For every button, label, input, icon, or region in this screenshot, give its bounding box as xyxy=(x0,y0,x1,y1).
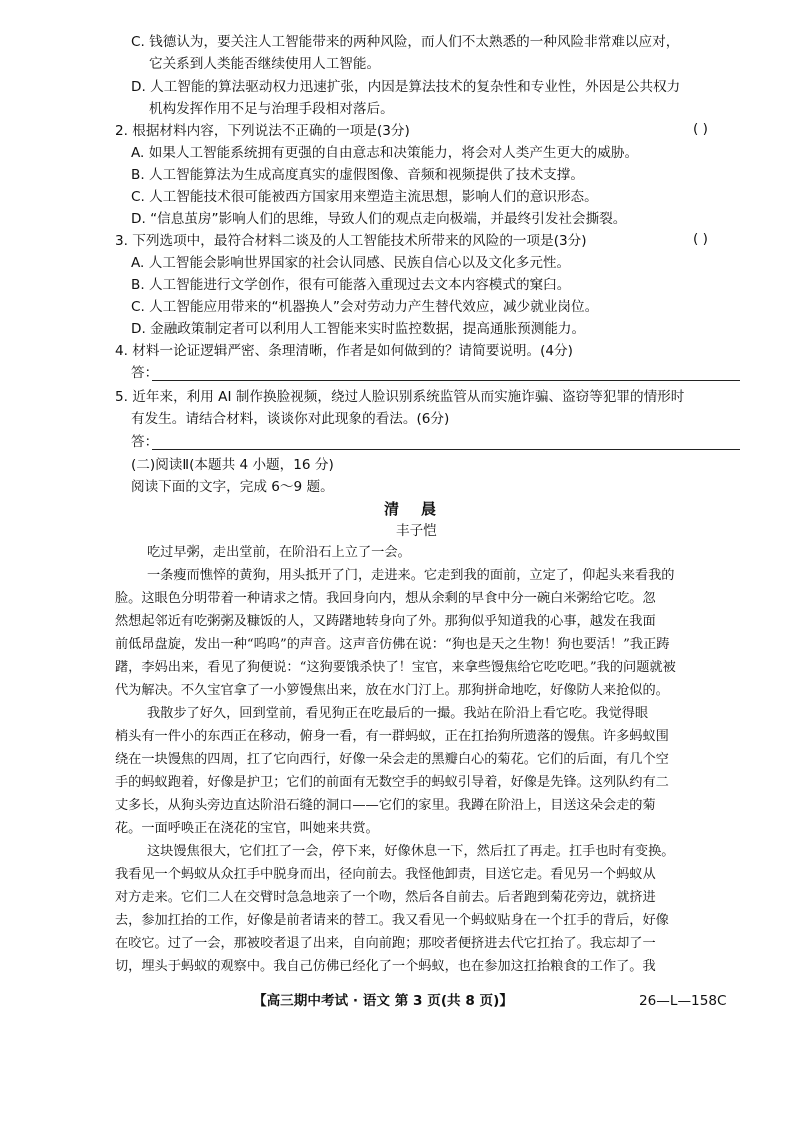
question-5-stem-cont: 有发生。请结合材料，谈谈你对此现象的看法。(6分) xyxy=(131,411,450,427)
q3-option-b: B. 人工智能进行文学创作，很有可能落入重现过去文本内容模式的窠臼。 xyxy=(131,277,571,293)
option-c: C. 钱德认为，要关注人工智能带来的两种风险，而人们不太熟悉的一种风险非常难以应对， xyxy=(131,34,680,50)
article-paragraph-line: 去，参加扛抬的工作，好像是前者请来的替工。我又看见一个蚂蚁贴身在一个扛手的背后，好像 xyxy=(115,913,669,928)
article-paragraph-line: 我看见一个蚂蚁从众扛手中脱身而出，径向前去。我怪他卸责，目送它走。看见另一个蚂蚁从 xyxy=(115,867,656,882)
answer-label: 答： xyxy=(131,434,159,450)
q2-option-c: C. 人工智能技术很可能被西方国家用来塑造主流思想，影响人们的意识形态。 xyxy=(131,189,598,205)
article-paragraph-line: 花。一面呼唤正在浇花的宝官，叫她来共赏。 xyxy=(115,821,379,836)
option-d: D. 人工智能的算法驱动权力迅速扩张，内因是算法技术的复杂性和专业性，外因是公共权力 xyxy=(131,79,681,95)
article-paragraph-line: 一条瘦而憔悴的黄狗，用头抵开了门，走进来。它走到我的面前，立定了，仰起头来看我的 xyxy=(147,568,675,583)
question-2-stem: 2. 根据材料内容，下列说法不正确的一项是(3分) xyxy=(115,123,410,139)
question-5-stem: 5. 近年来，利用 AI 制作换脸视频，绕过人脸识别系统监管从而实施诈骗、盗窃等犯罪的情形时 xyxy=(115,389,685,405)
question-4-stem: 4. 材料一论证逻辑严密、条理清晰，作者是如何做到的？请简要说明。(4分) xyxy=(115,343,573,359)
option-c-cont: 它关系到人类能否继续使用人工智能。 xyxy=(149,56,381,72)
q3-option-a: A. 人工智能会影响世界国家的社会认同感、民族自信心以及文化多元性。 xyxy=(131,255,571,271)
article-paragraph-line: 躇，李妈出来，看见了狗便说：“这狗要饿杀快了！宝官，来拿些馒焦给它吃吃吧。”我的问题就被 xyxy=(115,660,676,675)
article-paragraph-line: 前低昂盘旋，发出一种“呜呜”的声音。这声音仿佛在说：“狗也是天之生物！狗也要活！”我正踌 xyxy=(115,637,670,652)
section-heading: (二)阅读Ⅱ(本题共 4 小题，16 分) xyxy=(131,457,334,473)
q3-option-d: D. 金融政策制定者可以利用人工智能来实时监控数据，提高通胀预测能力。 xyxy=(131,321,586,337)
answer-label: 答： xyxy=(131,365,159,381)
question-3-stem: 3. 下列选项中，最符合材料二谈及的人工智能技术所带来的风险的一项是(3分) xyxy=(115,233,587,249)
answer-bracket[interactable]: ( ) xyxy=(693,231,708,247)
page-footer: 【高三期中考试 · 语文 第 3 页(共 8 页)】 xyxy=(253,993,513,1009)
article-paragraph-line: 脸。这眼色分明带着一种请求之情。我回身向内，想从余剩的早食中分一碗白米粥给它吃。忽 xyxy=(115,591,656,606)
article-paragraph-line: 丈多长，从狗头旁边直达阶沿石缝的洞口——它们的家里。我蹲在阶沿上，目送这朵会走的菊 xyxy=(115,798,656,813)
article-paragraph-line: 这块馒焦很大，它们扛了一会，停下来，好像休息一下，然后扛了再走。扛手也时有变换。 xyxy=(147,844,675,859)
q2-option-d: D. “信息茧房”影响人们的思维，导致人们的观点走向极端，并最终引发社会撕裂。 xyxy=(131,211,627,227)
article-paragraph-line: 手的蚂蚁跑着，好像是护卫；它们的前面有无数空手的蚂蚁引导着，好像是先锋。这列队约有二 xyxy=(115,775,669,790)
article-paragraph-line: 梢头有一件小的东西正在移动，俯身一看，有一群蚂蚁，正在扛抬狗所遗落的馒焦。许多蚂蚁围 xyxy=(115,729,669,744)
answer-bracket[interactable]: ( ) xyxy=(693,121,708,137)
article-paragraph-line: 切，埋头于蚂蚁的观察中。我自己仿佛已经化了一个蚂蚁，也在参加这扛抬粮食的工作了。我 xyxy=(115,959,656,974)
answer-line[interactable] xyxy=(152,380,740,381)
article-author: 丰子恺 xyxy=(396,523,437,539)
answer-line[interactable] xyxy=(152,449,740,450)
article-paragraph-line: 在咬它。过了一会，那被咬者退了出来，自向前跑；那咬者便挤进去代它扛抬了。我忘却了一 xyxy=(115,936,656,951)
article-paragraph-line: 吃过早粥，走出堂前，在阶沿石上立了一会。 xyxy=(147,545,411,560)
article-paragraph-line: 我散步了好久，回到堂前，看见狗正在吃最后的一撮。我站在阶沿上看它吃。我觉得眼 xyxy=(147,706,649,721)
article-paragraph-line: 然想起邻近有吃粥粥及糠饭的人，又踌躇地转身向了外。那狗似乎知道我的心事，越发在我面 xyxy=(115,614,656,629)
q3-option-c: C. 人工智能应用带来的“机器换人”会对劳动力产生替代效应，减少就业岗位。 xyxy=(131,299,599,315)
q2-option-b: B. 人工智能算法为生成高度真实的虚假图像、音频和视频提供了技术支撑。 xyxy=(131,167,584,183)
option-d-cont: 机构发挥作用不足与治理手段相对落后。 xyxy=(149,101,394,117)
article-paragraph-line: 代为解决。不久宝官拿了一小箩馒焦出来，放在水门汀上。那狗拼命地吃，好像防人来抢似的。 xyxy=(115,683,669,698)
article-paragraph-line: 绕在一块馒焦的四周，扛了它向西行，好像一朵会走的黑瓣白心的菊花。它们的后面，有几个空 xyxy=(115,752,669,767)
article-title: 清晨 xyxy=(384,500,459,518)
q2-option-a: A. 如果人工智能系统拥有更强的自由意志和决策能力，将会对人类产生更大的威胁。 xyxy=(131,145,639,161)
article-paragraph-line: 对方走来。它们二人在交臂时急急地亲了一个吻，然后各自前去。后者跑到菊花旁边，就挤进 xyxy=(115,890,656,905)
section-instruction: 阅读下面的文字，完成 6～9 题。 xyxy=(131,479,334,495)
exam-code: 26—L—158C xyxy=(639,993,727,1009)
